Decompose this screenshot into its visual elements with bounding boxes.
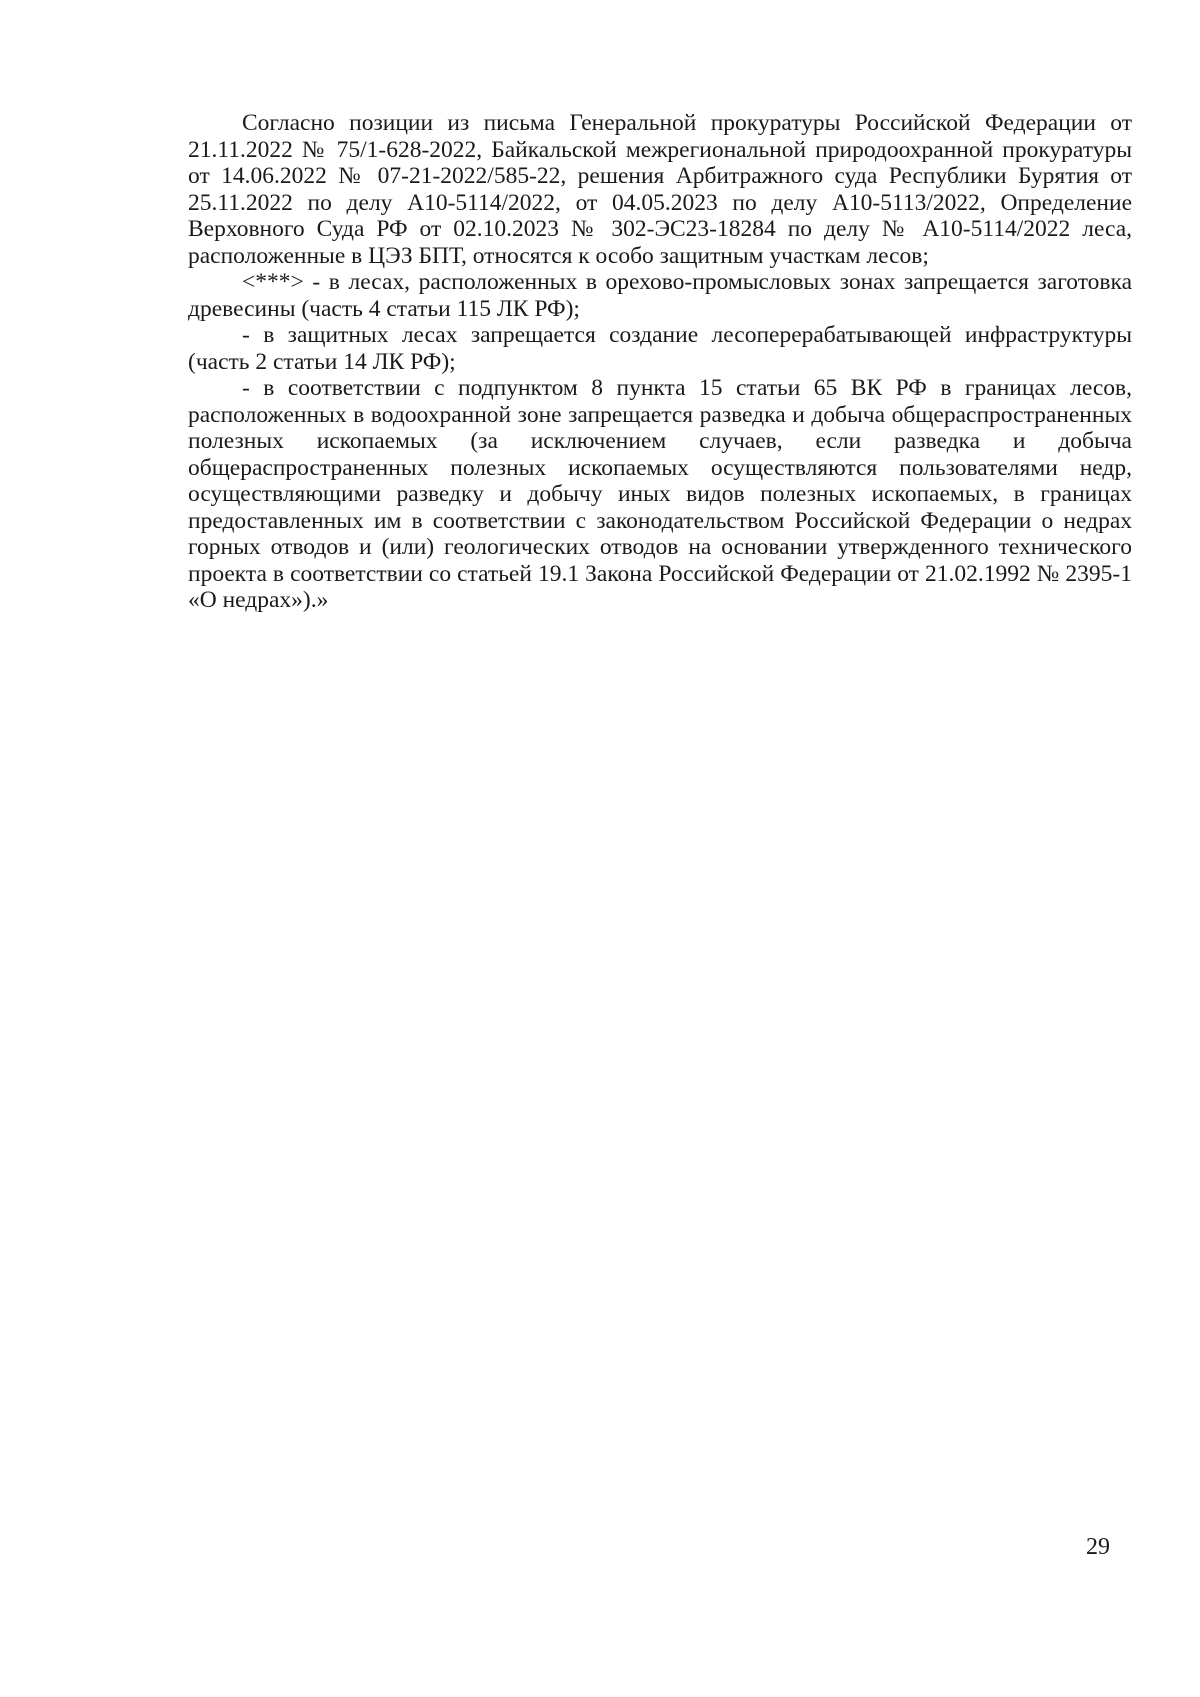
document-body	[188, 110, 1132, 614]
paragraph-water-protection-zone: - в соответствии с подпунктом 8 пункта 15 статьи 65 ВК РФ в границах лесов, расположенных в водоохранной зоне запрещается разведка и добыча общераспространенных полезных ископаемых (за исключением случаев, если разведка и добыча общераспространенных полезных ископаемых осуществляются пользователями недр, осуществляющими разведку и добычу иных видов полезных ископаемых, в границах предоставленных им в соответствии с законодательством Российской Федерации о недрах горных отводов и (или) геологических отводов на основании утвержденного технического проекта в соответствии со статьей 19.1 Закона Российской Федерации от 21.02.1992 № 2395-1 «О недрах»).»	[188, 375, 1132, 613]
paragraph-nut-zones: <***> - в лесах, расположенных в орехово-промысловых зонах запрещается заготовка древесины (часть 4 статьи 115 ЛК РФ);	[188, 269, 1132, 322]
paragraph-protective-forests: - в защитных лесах запрещается создание лесоперерабатывающей инфраструктуры (часть 2 статьи 14 ЛК РФ);	[188, 322, 1132, 375]
page-number: 29	[1086, 1534, 1110, 1560]
paragraph-prosecutor-position: Согласно позиции из письма Генеральной прокуратуры Российской Федерации от 21.11.2022 № 75/1-628-2022, Байкальской межрегиональной природоохранной прокуратуры от 14.06.2022 № 07-21-2022/585-22, решения Арбитражного суда Республики Бурятия от 25.11.2022 по делу А10-5114/2022, от 04.05.2023 по делу А10-5113/2022, Определение Верховного Суда РФ от 02.10.2023 № 302-ЭС23-18284 по делу № А10-5114/2022 леса, расположенные в ЦЭЗ БПТ, относятся к особо защитным участкам лесов;	[188, 110, 1132, 269]
